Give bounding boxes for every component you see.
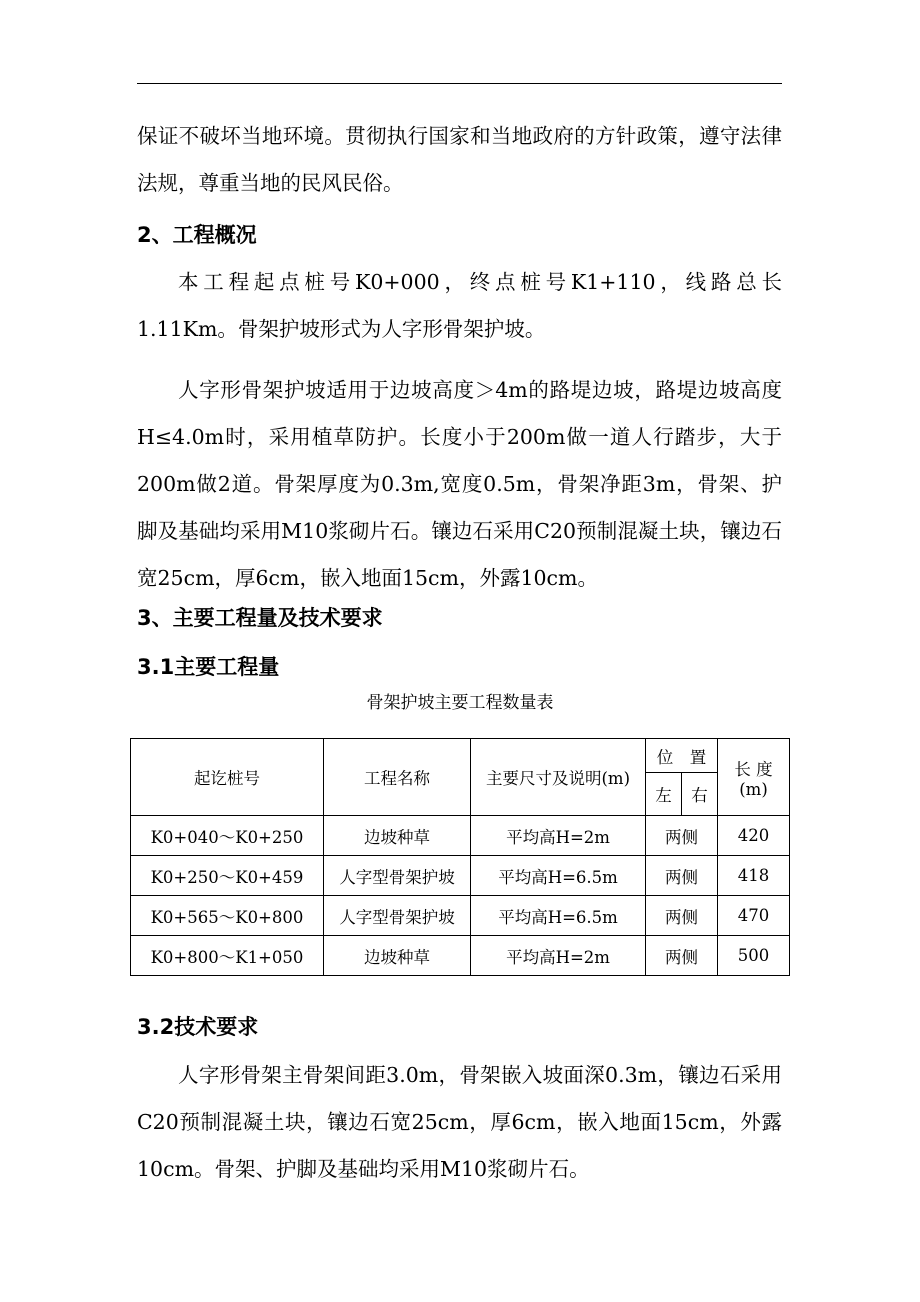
cell-station: K0+250～K0+459 bbox=[131, 856, 324, 896]
cell-spec: 平均高H=6.5m bbox=[471, 896, 646, 936]
cell-spec: 平均高H=2m bbox=[471, 816, 646, 856]
cell-station: K0+800～K1+050 bbox=[131, 936, 324, 976]
section-32-heading-wrap bbox=[137, 1012, 782, 1042]
table-header-row bbox=[131, 739, 790, 773]
header-length-unit: (m) bbox=[739, 779, 768, 799]
section-heading-overview: 2、工程概况 bbox=[137, 223, 257, 247]
tech-block bbox=[137, 1052, 782, 1193]
cell-length: 470 bbox=[718, 896, 790, 936]
table-row bbox=[131, 936, 790, 976]
cell-position: 两侧 bbox=[646, 896, 718, 936]
subsection-heading-main-quantities: 3.1主要工程量 bbox=[137, 655, 280, 679]
section-3-heading-wrap bbox=[137, 603, 782, 633]
header-length-label: 长 度 bbox=[734, 759, 773, 779]
cell-name: 边坡种草 bbox=[324, 936, 471, 976]
section-heading-quantities: 3、主要工程量及技术要求 bbox=[137, 606, 383, 630]
quantity-table bbox=[130, 738, 790, 976]
table-row bbox=[131, 816, 790, 856]
cell-length: 500 bbox=[718, 936, 790, 976]
header-station: 起讫桩号 bbox=[131, 739, 324, 816]
table-row bbox=[131, 896, 790, 936]
cell-name: 人字型骨架护坡 bbox=[324, 856, 471, 896]
header-project-name: 工程名称 bbox=[324, 739, 471, 816]
intro-block bbox=[137, 113, 782, 207]
cell-name: 人字型骨架护坡 bbox=[324, 896, 471, 936]
table-row bbox=[131, 856, 790, 896]
cell-length: 420 bbox=[718, 816, 790, 856]
header-right: 右 bbox=[682, 773, 718, 816]
overview-block bbox=[137, 259, 782, 602]
cell-spec: 平均高H=2m bbox=[471, 936, 646, 976]
paragraph-herringbone: 人字形骨架护坡适用于边坡高度＞4m的路堤边坡，路堤边坡高度H≤4.0m时，采用植草防护。长度小于200m做一道人行踏步，大于200m做2道。骨架厚度为0.3m,宽度0.5m，骨架净距3m，骨架、护脚及基础均采用M10浆砌片石。镶边石采用C20预制混凝土块，镶边石宽25cm，厚6cm，嵌入地面15cm，外露10cm。 bbox=[137, 378, 782, 590]
cell-length: 418 bbox=[718, 856, 790, 896]
header-position: 位 置 bbox=[646, 739, 718, 773]
subsection-heading-tech-requirements: 3.2技术要求 bbox=[137, 1015, 259, 1039]
cell-station: K0+040～K0+250 bbox=[131, 816, 324, 856]
cell-spec: 平均高H=6.5m bbox=[471, 856, 646, 896]
paragraph-tech-requirements: 人字形骨架主骨架间距3.0m，骨架嵌入坡面深0.3m，镶边石采用C20预制混凝土块，镶边石宽25cm，厚6cm，嵌入地面15cm，外露10cm。骨架、护脚及基础均采用M10浆砌片石。 bbox=[137, 1063, 782, 1181]
paragraph-overview: 本工程起点桩号K0+000，终点桩号K1+110，线路总长1.11Km。骨架护坡形式为人字形骨架护坡。 bbox=[137, 270, 782, 341]
header-left: 左 bbox=[646, 773, 682, 816]
table-caption: 骨架护坡主要工程数量表 bbox=[366, 693, 554, 713]
cell-station: K0+565～K0+800 bbox=[131, 896, 324, 936]
cell-position: 两侧 bbox=[646, 936, 718, 976]
cell-position: 两侧 bbox=[646, 816, 718, 856]
cell-position: 两侧 bbox=[646, 856, 718, 896]
header-rule bbox=[137, 83, 782, 84]
header-spec: 主要尺寸及说明(m) bbox=[471, 739, 646, 816]
paragraph-intro: 保证不破坏当地环境。贯彻执行国家和当地政府的方针政策，遵守法律法规，尊重当地的民风民俗。 bbox=[137, 124, 782, 195]
header-length bbox=[718, 739, 790, 816]
section-31-heading-wrap bbox=[137, 652, 782, 682]
cell-name: 边坡种草 bbox=[324, 816, 471, 856]
section-2-heading-wrap bbox=[137, 220, 782, 250]
